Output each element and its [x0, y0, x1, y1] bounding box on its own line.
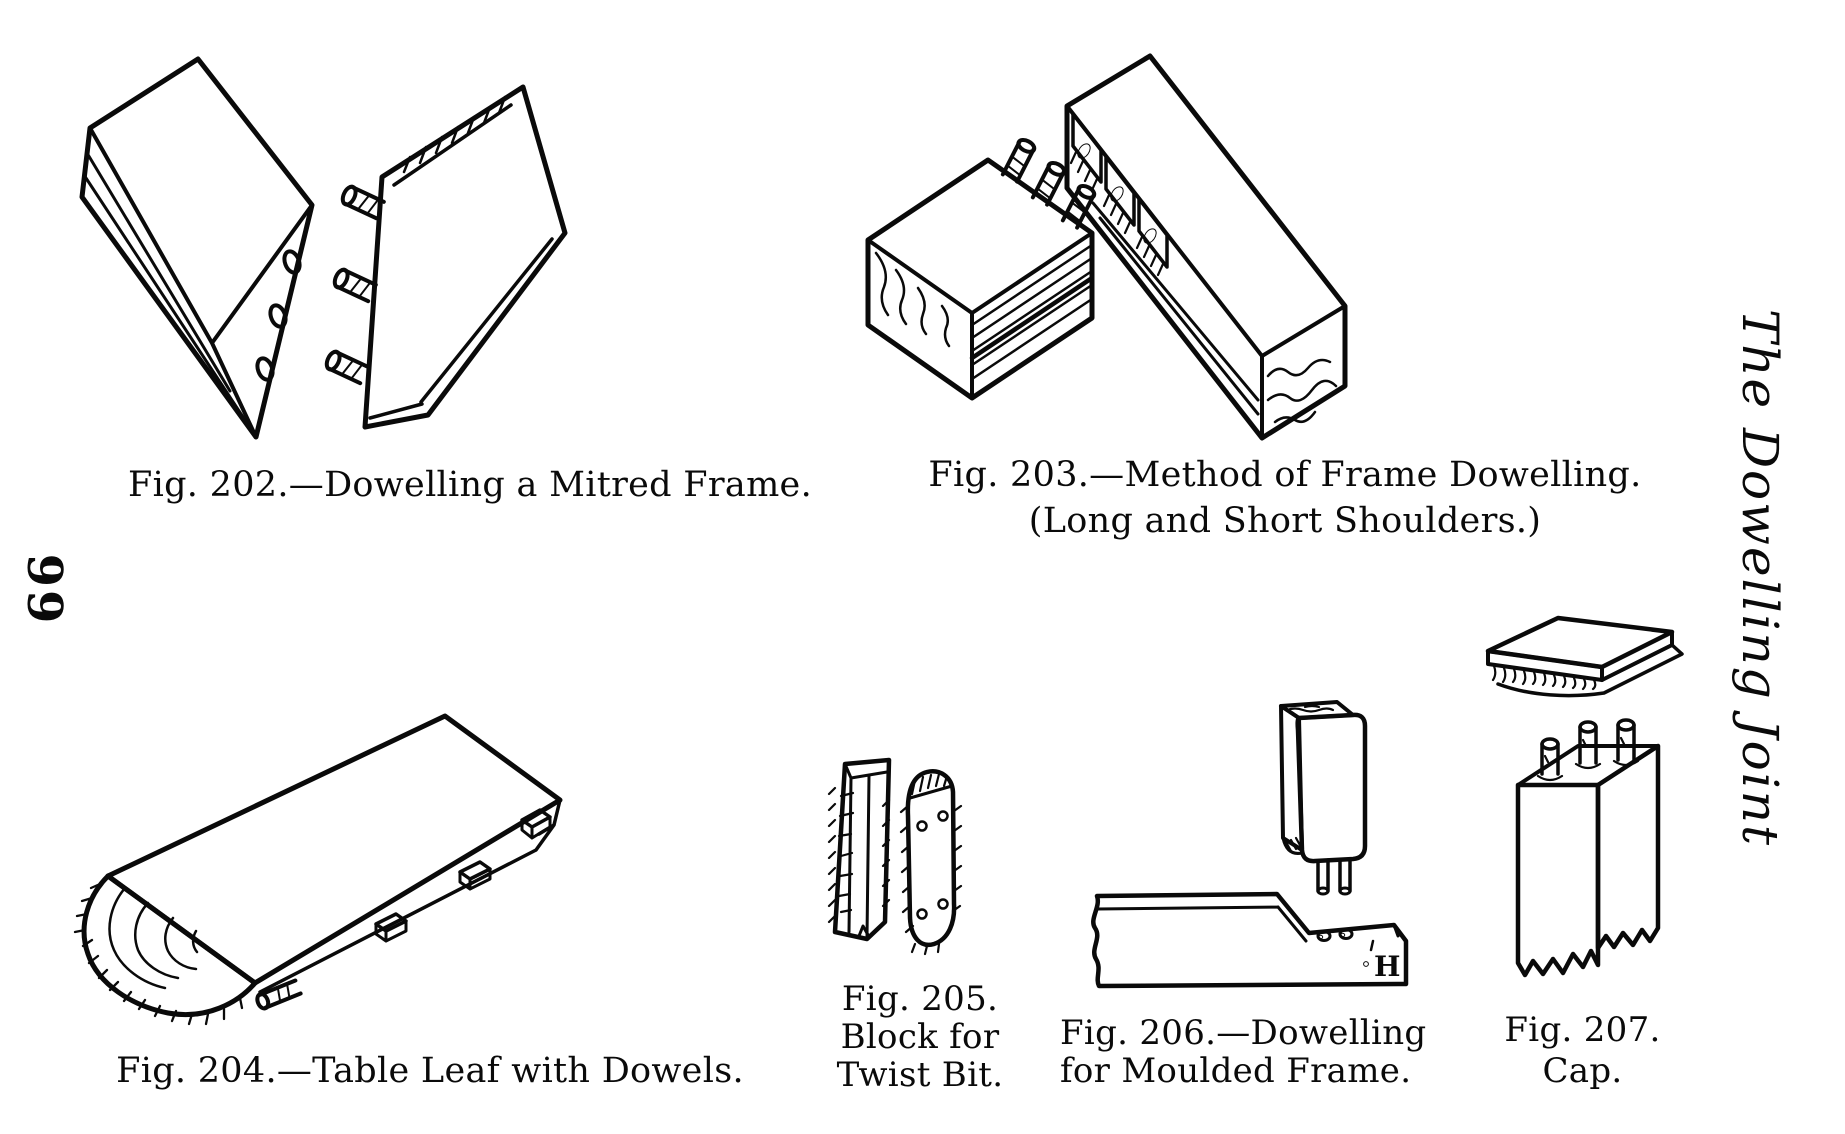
block-front-face [1298, 715, 1365, 861]
groove-lines [1093, 203, 1258, 414]
fig207-drawing [1450, 588, 1730, 1008]
screw-hole [939, 900, 948, 909]
fig203-caption-line1: Fig. 203.—Method of Frame Dowelling. [928, 455, 1642, 495]
dowel [332, 268, 376, 302]
fig206-caption [1060, 1013, 1427, 1092]
moulding-hatch [404, 97, 505, 172]
fig206-part-label: H [1374, 950, 1401, 983]
fig205-drawing [815, 736, 1075, 991]
mitre-face-edges [90, 128, 312, 437]
screw-hole [939, 812, 948, 821]
fig203-caption-line2: (Long and Short Shoulders.) [1028, 501, 1542, 542]
post-top-face [1518, 746, 1658, 785]
screw-hole [918, 910, 927, 919]
top-cut-line [910, 786, 952, 798]
end-grain [876, 253, 949, 346]
stile-with-notches [1067, 56, 1345, 438]
dowel-top [1580, 722, 1596, 732]
cap-side-band [1602, 632, 1672, 680]
mitred-piece-with-dowels [324, 87, 565, 427]
dowel-hole [1141, 227, 1158, 246]
dowel-top [1542, 739, 1558, 749]
fig203-caption [890, 452, 1680, 544]
dowel-end [1318, 888, 1328, 894]
leaf-top-face [108, 716, 560, 983]
post-with-dowels [1518, 720, 1658, 975]
rail-with-dowels [868, 138, 1096, 398]
fig204-caption-line: Fig. 204.—Table Leaf with Dowels. [116, 1051, 744, 1091]
stile-edges [1067, 106, 1345, 438]
moulding-lines [84, 153, 243, 417]
stile-outline [1067, 56, 1345, 438]
moulding-strip [394, 105, 511, 185]
label-tick [1371, 941, 1373, 950]
fig207-caption-line2: Cap. [1542, 1051, 1623, 1092]
screw-hole [918, 822, 927, 831]
moulded-rail [1093, 894, 1406, 986]
fig202-drawing [60, 25, 820, 465]
fig202-caption [100, 462, 840, 508]
dowel [1032, 161, 1066, 205]
half-round-block [901, 771, 961, 954]
label-dot [1364, 962, 1369, 967]
dowel-shafts [1318, 859, 1350, 891]
dowel-block [376, 914, 406, 941]
fig207-caption [1495, 1010, 1670, 1093]
table-leaf [75, 716, 560, 1024]
block-arris [867, 776, 869, 937]
fig202-caption-line: Fig. 202.—Dowelling a Mitred Frame. [128, 465, 812, 505]
angular-block [829, 760, 889, 939]
fig207-caption-line1: Fig. 207. [1504, 1010, 1661, 1050]
post-front-face [1518, 785, 1598, 975]
fig205-caption-line3: Twist Bit. [836, 1055, 1004, 1096]
fig205-caption-line2: Block for [840, 1017, 1000, 1058]
cap-piece [1488, 618, 1682, 696]
fig205-caption-line1: Fig. 205. [841, 979, 999, 1019]
fig203-drawing [860, 48, 1700, 468]
fig206-caption-line1: Fig. 206.—Dowelling [1060, 1013, 1427, 1053]
fig205-caption [800, 980, 1040, 1094]
page-number: 99 [16, 553, 72, 627]
edge-band [370, 239, 552, 418]
fig206-caption-line2: for Moulded Frame. [1060, 1051, 1412, 1092]
dowel-hole [1075, 142, 1092, 161]
dowel-top [1618, 720, 1634, 730]
dowel [324, 350, 368, 384]
moulded-block [1281, 702, 1365, 894]
post-side-face [1598, 746, 1658, 948]
fig204-caption [90, 1048, 770, 1094]
face-stripe-heavy [972, 278, 1092, 358]
mitred-piece-outline [82, 59, 312, 437]
dowel-hole [1108, 185, 1125, 204]
dowel-end [1340, 888, 1350, 894]
mitred-piece-with-holes [82, 59, 312, 437]
fig206-drawing [1075, 688, 1445, 1018]
fig204-drawing [70, 688, 790, 1048]
end-grain-rings [110, 888, 197, 988]
running-header: The Dowelling Joint [1731, 308, 1789, 848]
rounded-end [84, 876, 255, 1015]
